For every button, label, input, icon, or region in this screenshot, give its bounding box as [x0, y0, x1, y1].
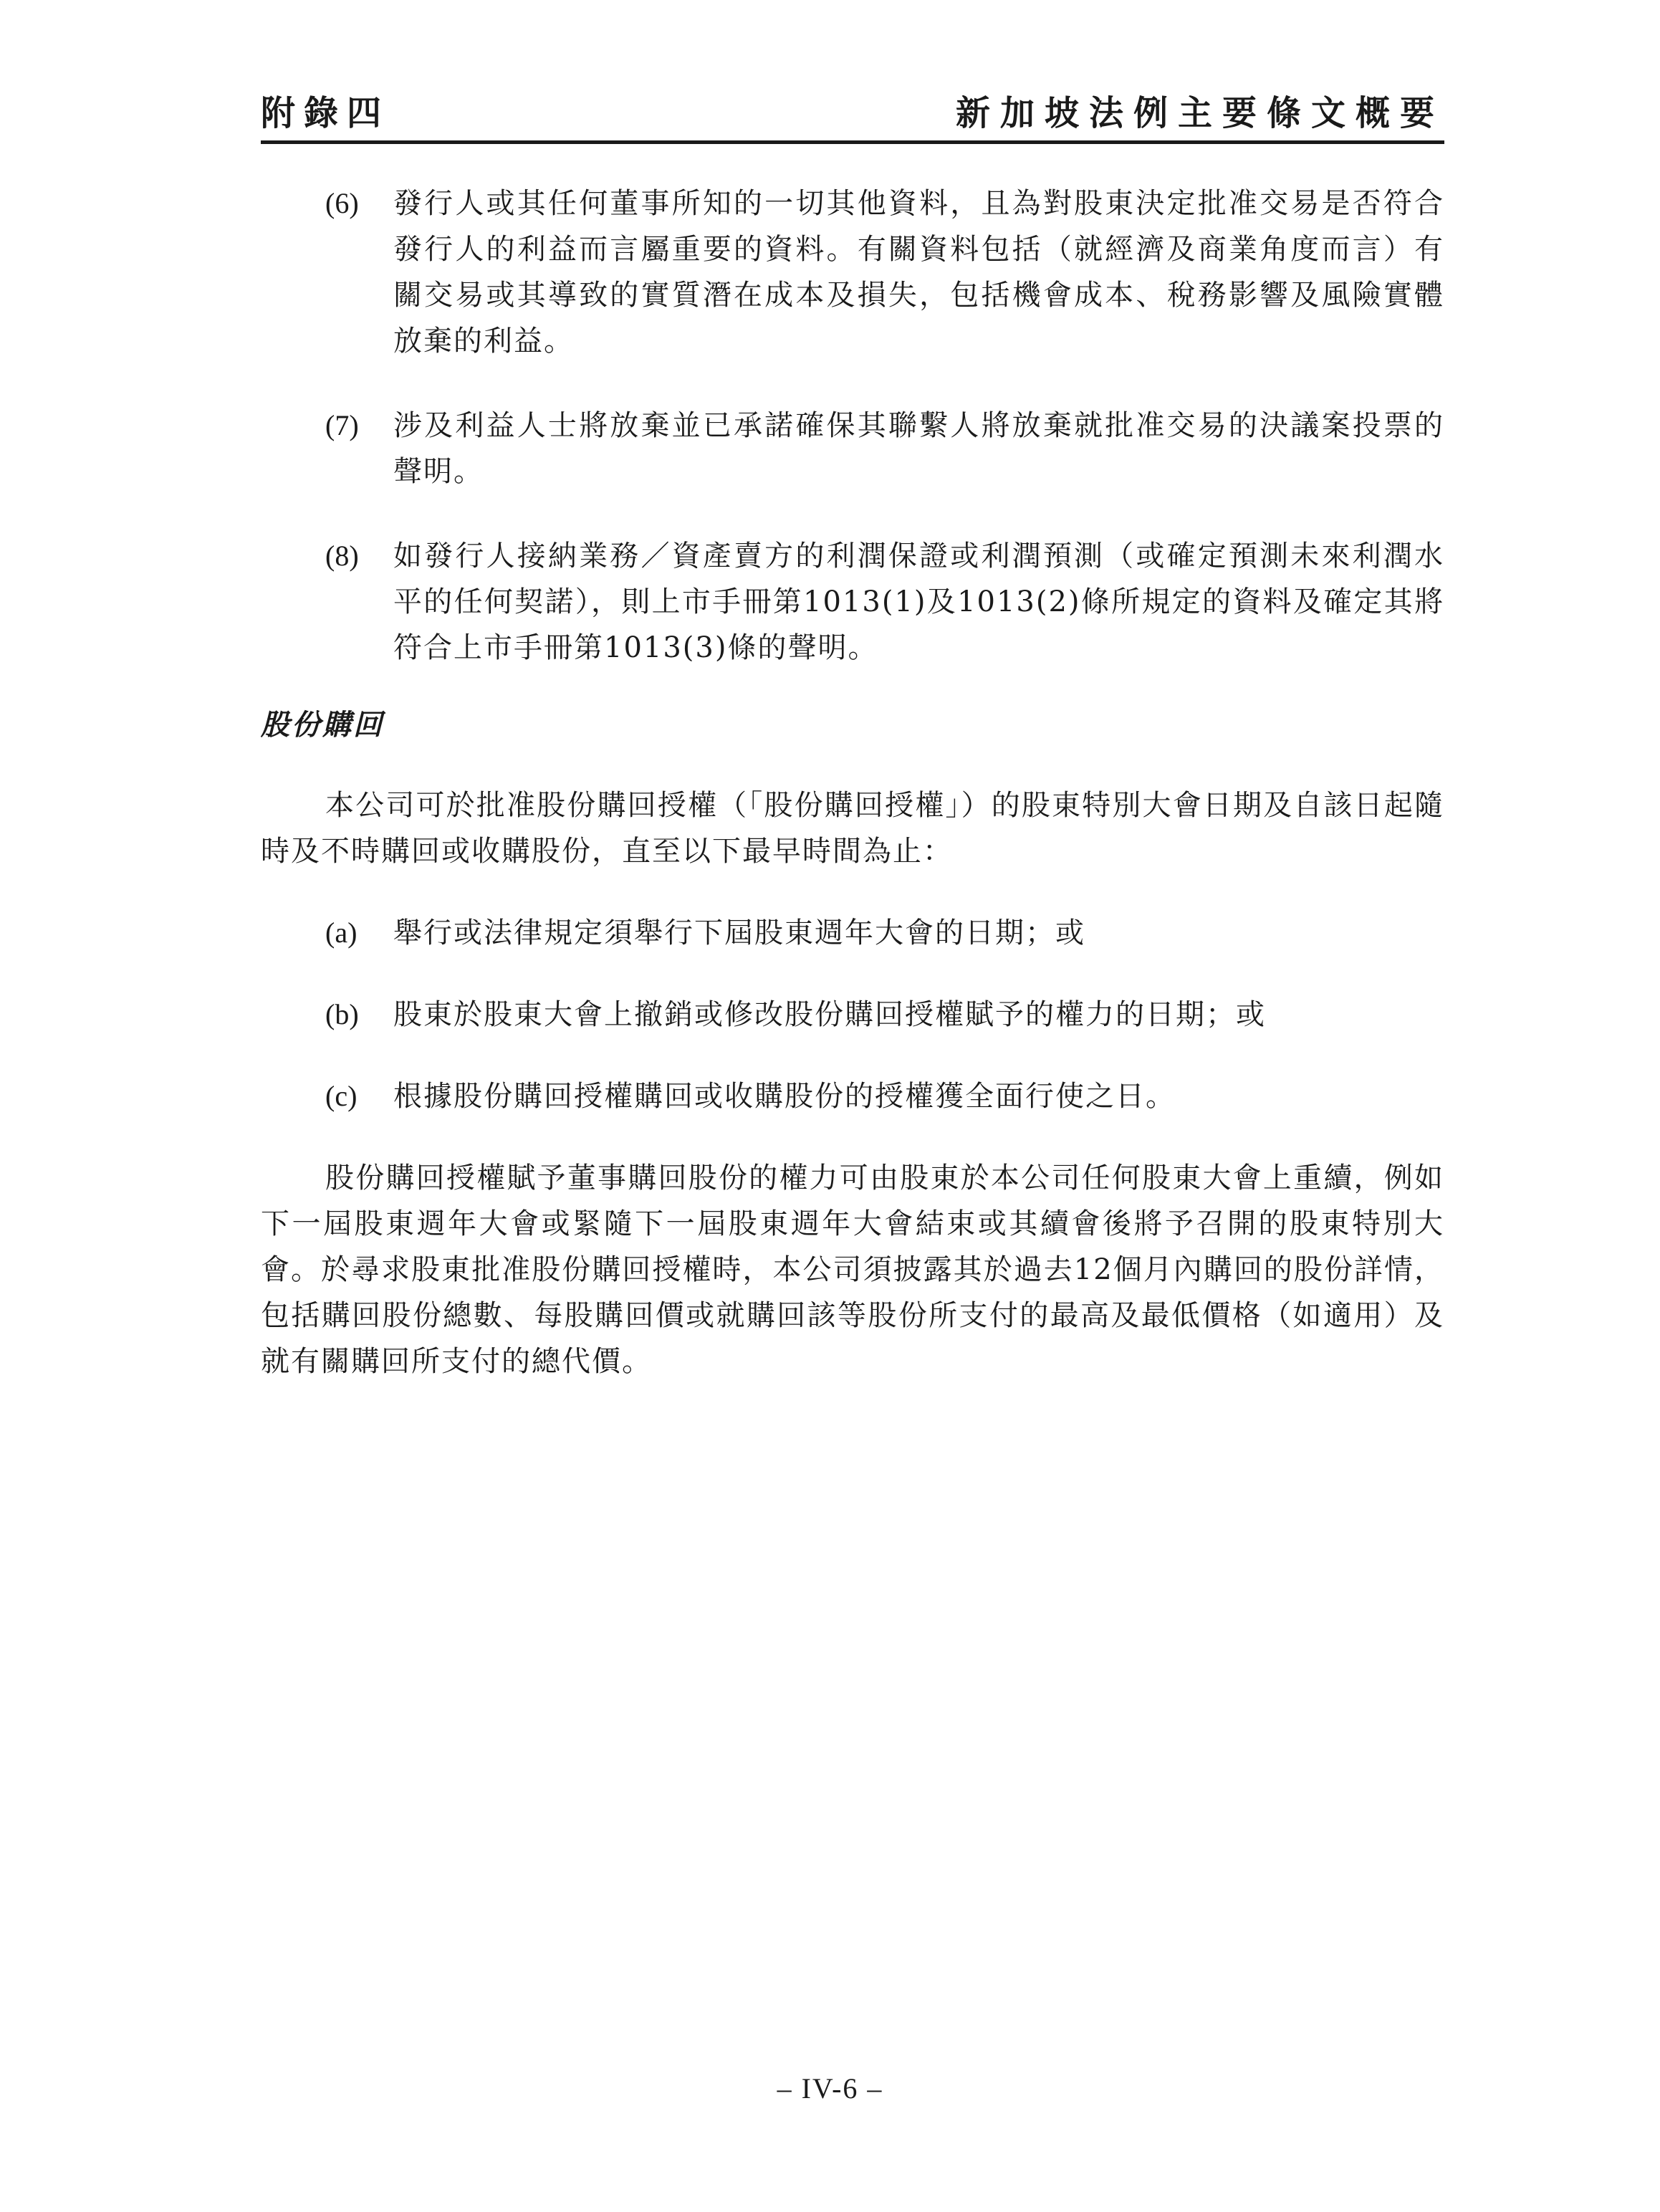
item-text: 涉及利益人士將放棄並已承諾確保其聯繫人將放棄就批准交易的決議案投票的聲明。	[393, 409, 1444, 488]
list-item	[261, 403, 1444, 494]
page-header	[261, 85, 1444, 142]
item-letter: (c)	[325, 1080, 358, 1112]
item-text: 發行人或其任何董事所知的一切其他資料，且為對股東決定批准交易是否符合發行人的利益而言屬重要的資料。有關資料包括（就經濟及商業角度而言）有關交易或其導致的實質潛在成本及損失，包括機會成本、稅務影響及風險實體放棄的利益。	[393, 187, 1444, 358]
item-letter: (b)	[325, 998, 359, 1030]
list-item	[261, 181, 1444, 364]
item-text: 舉行或法律規定須舉行下屆股東週年大會的日期；或	[393, 916, 1085, 949]
list-item	[261, 992, 1444, 1038]
list-item	[261, 1073, 1444, 1119]
item-text: 根據股份購回授權購回或收購股份的授權獲全面行使之日。	[393, 1080, 1176, 1113]
item-text: 如發行人接納業務／資產賣方的利潤保證或利潤預測（或確定預測未來利潤水平的任何契諾），則上市手冊第1013(1)及1013(2)條所規定的資料及確定其將符合上市手冊第1013(3)條的聲明。	[393, 540, 1444, 664]
section-heading: 股份購回	[261, 708, 384, 742]
item-number: (6)	[325, 187, 359, 219]
header-divider	[261, 140, 1444, 144]
appendix-title: 新加坡法例主要條文概要	[955, 93, 1444, 133]
item-letter: (a)	[325, 916, 358, 949]
paragraph: 股份購回授權賦予董事購回股份的權力可由股東於本公司任何股東大會上重續，例如下一屆股東週年大會或緊隨下一屆股東週年大會結束或其續會後將予召開的股東特別大會。於尋求股東批准股份購回授權時，本公司須披露其於過去12個月內購回的股份詳情，包括購回股份總數、每股購回價或就購回該等股份所支付的最高及最低價格（如適用）及就有關購回所支付的總代價。	[261, 1162, 1444, 1378]
item-text: 股東於股東大會上撤銷或修改股份購回授權賦予的權力的日期；或	[393, 998, 1266, 1031]
list-item	[261, 910, 1444, 956]
page-body	[261, 181, 1444, 1420]
item-number: (7)	[325, 409, 359, 441]
appendix-label: 附錄四	[261, 93, 390, 133]
paragraph: 本公司可於批准股份購回授權（「股份購回授權」）的股東特別大會日期及自該日起隨時及不時購回或收購股份，直至以下最早時間為止：	[261, 789, 1444, 868]
item-number: (8)	[325, 540, 359, 572]
list-item	[261, 533, 1444, 671]
page-number: – IV-6 –	[777, 2072, 883, 2105]
